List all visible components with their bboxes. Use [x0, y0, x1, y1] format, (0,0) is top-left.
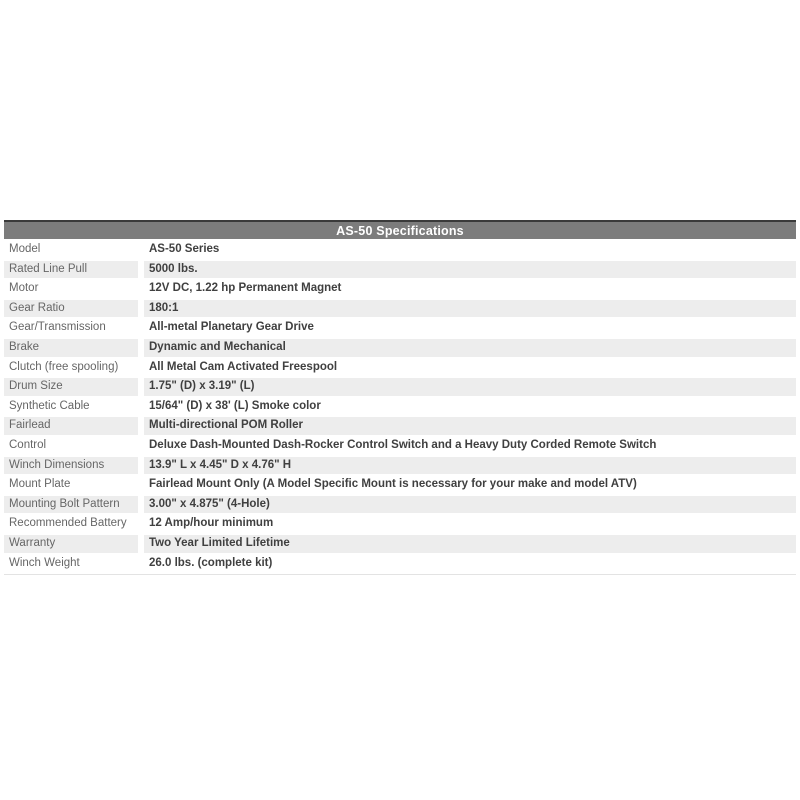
spec-label: Fairlead [4, 417, 138, 435]
spec-row [4, 437, 796, 455]
spec-table [4, 220, 796, 575]
spec-label: Warranty [4, 535, 138, 553]
spec-value: Fairlead Mount Only (A Model Specific Mount is necessary for your make and model ATV) [144, 476, 796, 494]
spec-label: Motor [4, 280, 138, 298]
spec-label: Synthetic Cable [4, 398, 138, 416]
spec-label: Rated Line Pull [4, 261, 138, 279]
spec-table-header [4, 220, 796, 239]
spec-label: Mount Plate [4, 476, 138, 494]
spec-label: Winch Dimensions [4, 457, 138, 475]
spec-value: Two Year Limited Lifetime [144, 535, 796, 553]
spec-value: 12 Amp/hour minimum [144, 515, 796, 533]
spec-row [4, 417, 796, 435]
spec-label: Mounting Bolt Pattern [4, 496, 138, 514]
spec-label: Recommended Battery [4, 515, 138, 533]
spec-label: Control [4, 437, 138, 455]
spec-row [4, 241, 796, 259]
spec-label: Brake [4, 339, 138, 357]
spec-value: Multi-directional POM Roller [144, 417, 796, 435]
spec-value: 12V DC, 1.22 hp Permanent Magnet [144, 280, 796, 298]
spec-value: 26.0 lbs. (complete kit) [144, 555, 796, 573]
spec-value: 15/64" (D) x 38' (L) Smoke color [144, 398, 796, 416]
spec-value: Dynamic and Mechanical [144, 339, 796, 357]
spec-value: 3.00" x 4.875" (4-Hole) [144, 496, 796, 514]
spec-row [4, 319, 796, 337]
spec-value: Deluxe Dash-Mounted Dash-Rocker Control Switch and a Heavy Duty Corded Remote Switch [144, 437, 796, 455]
spec-row [4, 496, 796, 514]
spec-label: Winch Weight [4, 555, 138, 573]
spec-value: AS-50 Series [144, 241, 796, 259]
spec-row [4, 535, 796, 553]
spec-row [4, 280, 796, 298]
spec-row [4, 515, 796, 533]
spec-row [4, 261, 796, 279]
spec-row [4, 555, 796, 573]
spec-row [4, 359, 796, 377]
spec-table-title: AS-50 Specifications [336, 224, 464, 238]
spec-label: Gear/Transmission [4, 319, 138, 337]
spec-label: Clutch (free spooling) [4, 359, 138, 377]
spec-row [4, 378, 796, 396]
spec-value: All Metal Cam Activated Freespool [144, 359, 796, 377]
spec-value: 180:1 [144, 300, 796, 318]
spec-value: 13.9" L x 4.45" D x 4.76" H [144, 457, 796, 475]
spec-value: All-metal Planetary Gear Drive [144, 319, 796, 337]
spec-label: Gear Ratio [4, 300, 138, 318]
spec-label: Drum Size [4, 378, 138, 396]
spec-row [4, 300, 796, 318]
spec-row [4, 398, 796, 416]
spec-row [4, 457, 796, 475]
spec-rows [4, 241, 796, 575]
spec-label: Model [4, 241, 138, 259]
spec-value: 5000 lbs. [144, 261, 796, 279]
spec-row [4, 339, 796, 357]
spec-row [4, 476, 796, 494]
spec-value: 1.75" (D) x 3.19" (L) [144, 378, 796, 396]
